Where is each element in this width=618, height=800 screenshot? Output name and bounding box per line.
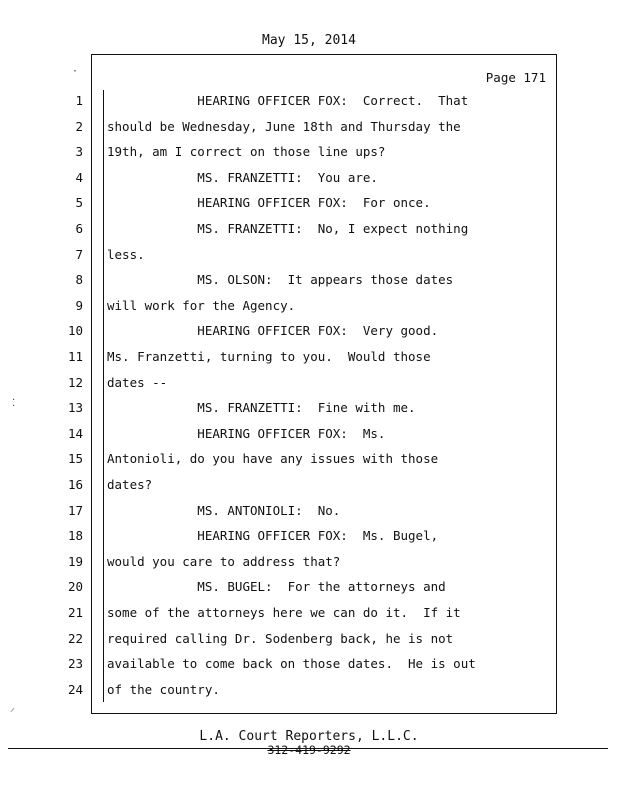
- line-number: 15: [67, 451, 83, 467]
- line-number: 16: [67, 477, 83, 492]
- line-number: 14: [67, 425, 83, 441]
- line-number: 23: [67, 656, 83, 672]
- footer-rule: [8, 748, 608, 749]
- line-number: 19: [67, 553, 83, 569]
- line-number: 24: [67, 681, 83, 697]
- transcript-line: [0, 247, 618, 267]
- transcript-line: [0, 631, 618, 651]
- line-text: MS. ANTONIOLI: No.: [107, 502, 341, 518]
- transcript-line: [0, 451, 618, 471]
- line-text: available to come back on those dates. He is out: [107, 656, 476, 672]
- transcript-line: [0, 195, 618, 215]
- line-number: 6: [75, 221, 83, 236]
- line-text: HEARING OFFICER FOX: Correct. That: [107, 93, 469, 108]
- line-number: 8: [75, 272, 83, 288]
- line-number: 2: [75, 118, 83, 134]
- line-text: Ms. Franzetti, turning to you. Would those: [107, 349, 431, 364]
- reporter-phone: 312-419-9292: [267, 743, 351, 757]
- transcript-line: [0, 349, 618, 369]
- line-number: 4: [75, 169, 83, 185]
- line-text: MS. FRANZETTI: No, I expect nothing: [107, 221, 469, 236]
- reporter-company: L.A. Court Reporters, L.L.C.: [199, 729, 419, 744]
- line-text: Antonioli, do you have any issues with those: [107, 451, 439, 467]
- transcript-line: [0, 119, 618, 139]
- line-text: required calling Dr. Sodenberg back, he is not: [107, 630, 454, 646]
- page-number: Page 171: [485, 70, 546, 85]
- line-number: 17: [67, 502, 83, 518]
- transcript-line: [0, 656, 618, 676]
- line-number: 7: [75, 246, 83, 262]
- line-number: 20: [67, 579, 83, 595]
- line-text: HEARING OFFICER FOX: For once.: [107, 195, 431, 211]
- transcript-line: [0, 554, 618, 574]
- transcript-line: [0, 605, 618, 625]
- line-text: MS. FRANZETTI: You are.: [107, 169, 378, 185]
- line-number: 22: [67, 630, 83, 646]
- line-text: HEARING OFFICER FOX: Very good.: [107, 323, 439, 339]
- transcript-line: [0, 170, 618, 190]
- transcript-line: [0, 579, 618, 599]
- transcript-line: [0, 400, 618, 420]
- transcript-line: [0, 298, 618, 318]
- line-number: 9: [75, 297, 83, 313]
- transcript-line: [0, 323, 618, 343]
- transcript-line: [0, 503, 618, 523]
- line-text: should be Wednesday, June 18th and Thursday the: [107, 118, 461, 134]
- line-text: MS. OLSON: It appears those dates: [107, 272, 454, 288]
- transcript-line: [0, 477, 618, 497]
- transcript-line: [0, 375, 618, 395]
- line-text: 19th, am I correct on those line ups?: [107, 144, 386, 160]
- transcript-date: May 15, 2014: [262, 33, 356, 48]
- scan-speck: ⁚: [12, 398, 16, 409]
- line-text: of the country.: [107, 681, 220, 697]
- line-text: would you care to address that?: [107, 553, 341, 569]
- line-number: 1: [75, 93, 83, 108]
- transcript-line: [0, 528, 618, 548]
- scan-speck: ·: [72, 66, 79, 77]
- transcript-line: [0, 426, 618, 446]
- line-text: some of the attorneys here we can do it. If it: [107, 605, 461, 620]
- scan-speck: ⸝: [10, 703, 15, 714]
- line-text: HEARING OFFICER FOX: Ms.: [107, 425, 386, 441]
- line-text: MS. FRANZETTI: Fine with me.: [107, 400, 416, 416]
- transcript-line: [0, 221, 618, 241]
- line-text: HEARING OFFICER FOX: Ms. Bugel,: [107, 528, 439, 544]
- transcript-line: [0, 272, 618, 292]
- line-number: 21: [67, 605, 83, 620]
- line-number: 11: [67, 349, 83, 364]
- transcript-line: [0, 144, 618, 164]
- line-text: less.: [107, 246, 145, 262]
- line-text: dates?: [107, 477, 153, 492]
- line-text: MS. BUGEL: For the attorneys and: [107, 579, 446, 595]
- line-number: 10: [67, 323, 83, 339]
- line-number: 5: [75, 195, 83, 211]
- line-number: 18: [67, 528, 83, 544]
- line-number: 12: [67, 374, 83, 390]
- transcript-line: [0, 682, 618, 702]
- line-text: will work for the Agency.: [107, 297, 296, 313]
- line-text: dates --: [107, 374, 168, 390]
- transcript-line: [0, 93, 618, 113]
- line-number: 3: [75, 144, 83, 160]
- line-number: 13: [67, 400, 83, 416]
